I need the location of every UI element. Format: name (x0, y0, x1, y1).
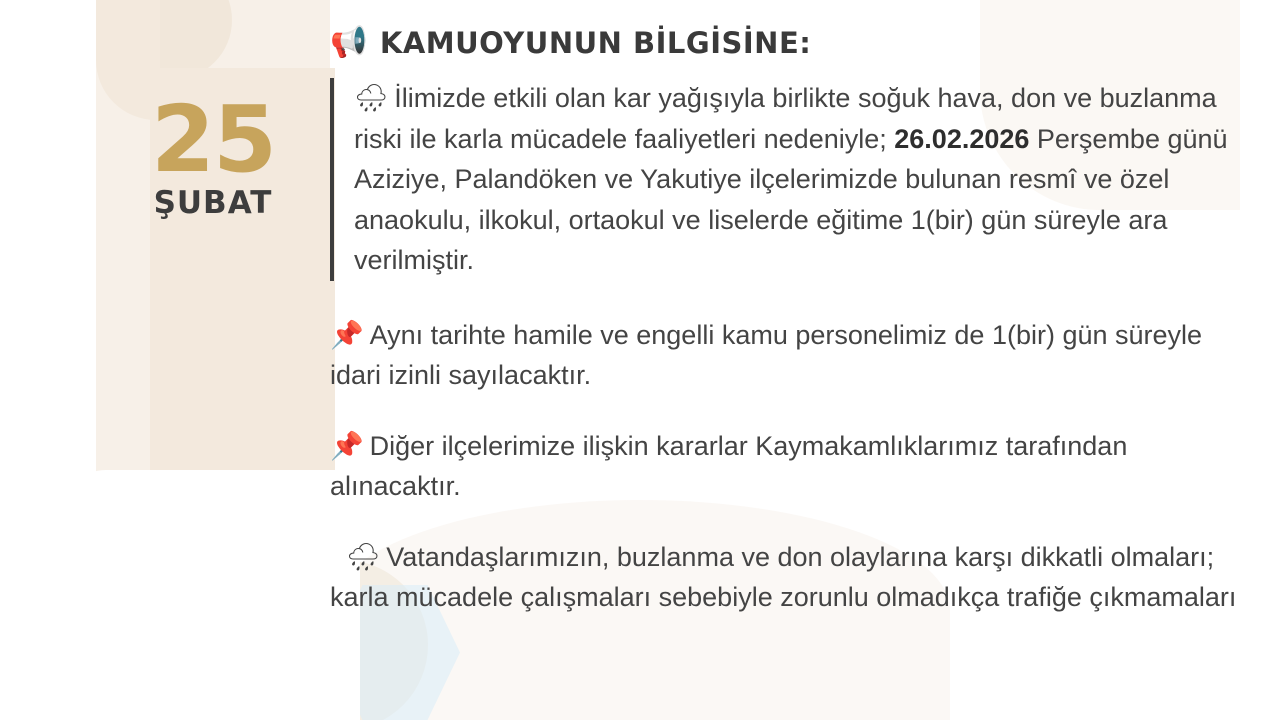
paragraph-text: Vatandaşlarımızın, buzlanma ve don olaylarına karşı dikkatli olmaları; karla mücadele çalışmaları sebebiyle zorunlu olmadıkça trafiğe çıkmamaları (330, 541, 1237, 612)
paragraph-other-districts (330, 426, 1240, 507)
paragraph-citizen-warning (330, 537, 1240, 618)
date-block (138, 86, 288, 222)
rain-cloud-icon: 🌧 (346, 541, 381, 572)
paragraph-school-closure (330, 78, 1240, 281)
paragraph-text: Diğer ilçelerimize ilişkin kararlar Kaymakamlıklarımız tarafından alınacaktır. (330, 430, 1128, 501)
paragraph-text-after-date: Perşembe günü Aziziye, Palandöken ve Yakutiye ilçelerimizde bulunan resmî ve özel anaokulu, ilkokul, ortaokul ve liselerde eğitime 1(bir) gün süreyle ara verilmiştir. (354, 123, 1228, 275)
megaphone-icon: 📢 (330, 25, 368, 60)
paragraph-text-before-date: İlimizde etkili olan kar yağışıyla birlikte soğuk hava, don ve buzlanma riski ile karla mücadele faaliyetleri nedeniyle; (354, 83, 1217, 154)
date-month: ŞUBAT (153, 185, 273, 222)
page-title (330, 26, 1240, 60)
rain-cloud-icon: 🌧 (354, 83, 389, 113)
closure-date: 26.02.2026 (894, 123, 1030, 154)
page-title-text: KAMUOYUNUN BİLGİSİNE: (379, 26, 812, 60)
background-white-rounded-block (60, 470, 360, 720)
pushpin-icon: 📌 (330, 430, 364, 461)
date-day: 25 (150, 86, 276, 193)
pushpin-icon: 📌 (330, 319, 364, 350)
paragraph-administrative-leave (330, 315, 1240, 396)
paragraph-text: Aynı tarihte hamile ve engelli kamu personelimiz de 1(bir) gün süreyle idari izinli sayılacaktır. (330, 319, 1203, 390)
announcement-content (330, 0, 1280, 720)
